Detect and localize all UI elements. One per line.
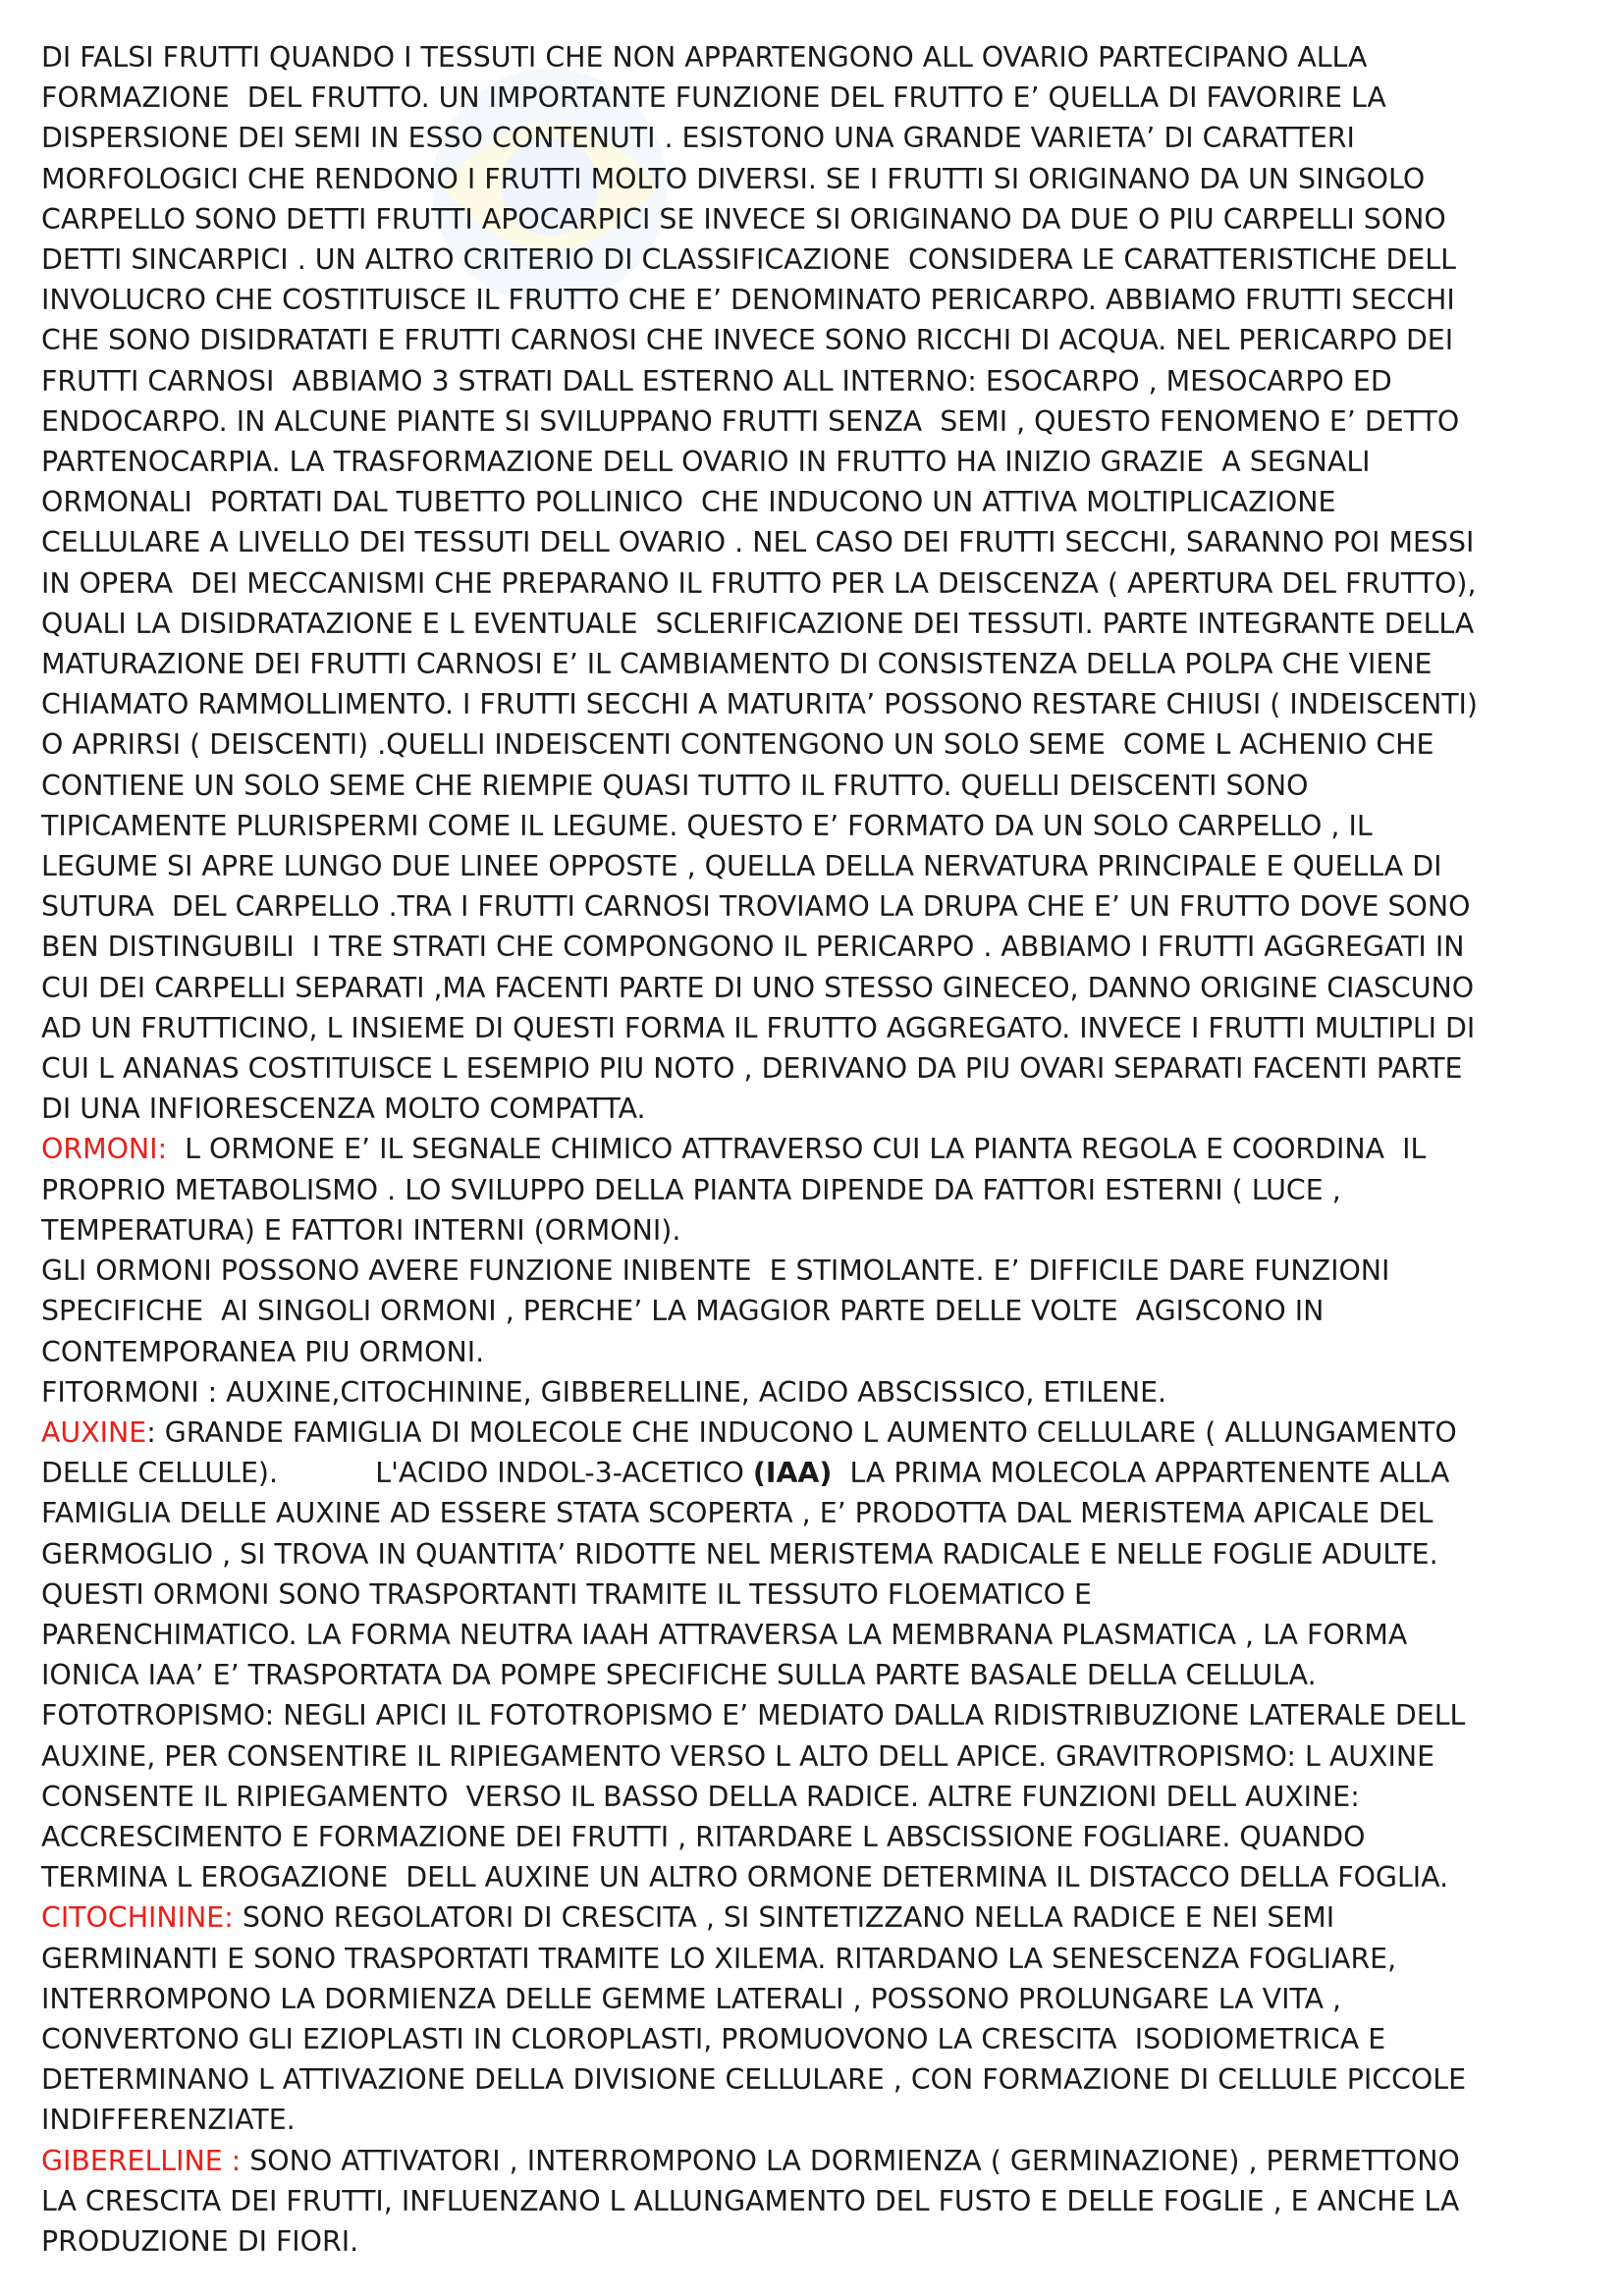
text-line: TIPICAMENTE PLURISPERMI COME IL LEGUME. QUESTO E’ FORMATO DA UN SOLO CARPELLO , IL	[41, 809, 1373, 842]
heading-ormoni-text: L ORMONE E’ IL SEGNALE CHIMICO ATTRAVERSO CUI LA PIANTA REGOLA E COORDINA IL	[167, 1133, 1427, 1166]
text-line: CONVERTONO GLI EZIOPLASTI IN CLOROPLASTI, PROMUOVONO LA CRESCITA ISODIOMETRICA E	[41, 2022, 1386, 2056]
text-line	[41, 2141, 1593, 2181]
section-frutti	[41, 37, 1593, 1129]
text-line: O APRIRSI ( DEISCENTI) .QUELLI INDEISCENTI CONTENGONO UN SOLO SEME COME L ACHENIO CHE	[41, 728, 1434, 762]
text-line: CHIAMATO RAMMOLLIMENTO. I FRUTTI SECCHI A MATURITA’ POSSONO RESTARE CHIUSI ( INDEISCENTI)	[41, 688, 1478, 721]
text-line: TERMINA L EROGAZIONE DELL AUXINE UN ALTRO ORMONE DETERMINA IL DISTACCO DELLA FOGLIA.	[41, 1861, 1449, 1895]
text-line: PRODUZIONE DI FIORI.	[41, 2224, 359, 2258]
text-line: INTERROMPONO LA DORMIENZA DELLE GEMME LATERALI , POSSONO PROLUNGARE LA VITA ,	[41, 1982, 1342, 2015]
heading-giberelline: GIBERELLINE :	[41, 2144, 242, 2177]
text-line: FRUTTI CARNOSI ABBIAMO 3 STRATI DALL ESTERNO ALL INTERNO: ESOCARPO , MESOCARPO ED	[41, 364, 1392, 398]
heading-ormoni: ORMONI:	[41, 1133, 168, 1166]
text-line	[41, 1453, 1593, 1493]
text-line: CELLULARE A LIVELLO DEI TESSUTI DELL OVARIO . NEL CASO DEI FRUTTI SECCHI, SARANNO POI MESSI	[41, 526, 1475, 560]
section-ormoni	[41, 1129, 1593, 1412]
text-line: ORMONALI PORTATI DAL TUBETTO POLLINICO CHE INDUCONO UN ATTIVA MOLTIPLICAZIONE	[41, 486, 1336, 519]
text-line: MATURAZIONE DEI FRUTTI CARNOSI E’ IL CAMBIAMENTO DI CONSISTENZA DELLA POLPA CHE VIENE	[41, 648, 1433, 681]
text-line: PARENCHIMATICO. LA FORMA NEUTRA IAAH ATTRAVERSA LA MEMBRANA PLASMATICA , LA FORMA	[41, 1618, 1408, 1651]
text-line: QUALI LA DISIDRATAZIONE E L EVENTUALE SCLERIFICAZIONE DEI TESSUTI. PARTE INTEGRANTE DELLA	[41, 607, 1475, 640]
text-line: BEN DISTINGUBILI I TRE STRATI CHE COMPONGONO IL PERICARPO . ABBIAMO I FRUTTI AGGREGATI IN	[41, 931, 1465, 964]
text-line: CONTEMPORANEA PIU ORMONI.	[41, 1335, 485, 1368]
text-line: LEGUME SI APRE LUNGO DUE LINEE OPPOSTE , QUELLA DELLA NERVATURA PRINCIPALE E QUELLA DI	[41, 850, 1442, 883]
text-line: IONICA IAA’ E’ TRASPORTATA DA POMPE SPECIFICHE SULLA PARTE BASALE DELLA CELLULA.	[41, 1659, 1317, 1692]
text-line: SUTURA DEL CARPELLO .TRA I FRUTTI CARNOSI TROVIAMO LA DRUPA CHE E’ UN FRUTTO DOVE SONO	[41, 890, 1471, 924]
text-line: QUESTI ORMONI SONO TRASPORTANTI TRAMITE IL TESSUTO FLOEMATICO E	[41, 1577, 1092, 1611]
text-line: CONTIENE UN SOLO SEME CHE RIEMPIE QUASI TUTTO IL FRUTTO. QUELLI DEISCENTI SONO	[41, 769, 1309, 802]
text-line: FITORMONI : AUXINE,CITOCHININE, GIBBERELLINE, ACIDO ABSCISSICO, ETILENE.	[41, 1375, 1167, 1409]
text-line	[41, 1413, 1593, 1453]
text-line: ACCRESCIMENTO E FORMAZIONE DEI FRUTTI , RITARDARE L ABSCISSIONE FOGLIARE. QUANDO	[41, 1820, 1366, 1853]
text-line: INVOLUCRO CHE COSTITUISCE IL FRUTTO CHE E’ DENOMINATO PERICARPO. ABBIAMO FRUTTI SECCHI	[41, 284, 1455, 317]
text-line: DETTI SINCARPICI . UN ALTRO CRITERIO DI CLASSIFICAZIONE CONSIDERA LE CARATTERISTICHE DELL	[41, 243, 1456, 277]
document-page	[41, 37, 1593, 2262]
text-line: DISPERSIONE DEI SEMI IN ESSO CONTENUTI . ESISTONO UNA GRANDE VARIETA’ DI CARATTERI	[41, 122, 1355, 155]
heading-giberelline-text: SONO ATTIVATORI , INTERROMPONO LA DORMIENZA ( GERMINAZIONE) , PERMETTONO	[241, 2144, 1460, 2177]
text-line: CARPELLO SONO DETTI FRUTTI APOCARPICI SE INVECE SI ORIGINANO DA DUE O PIU CARPELLI SONO	[41, 202, 1446, 236]
heading-auxine: AUXINE	[41, 1415, 147, 1449]
text-line: AUXINE, PER CONSENTIRE IL RIPIEGAMENTO VERSO L ALTO DELL APICE. GRAVITROPISMO: L AUXINE	[41, 1739, 1435, 1773]
heading-auxine-text: : GRANDE FAMIGLIA DI MOLECOLE CHE INDUCONO L AUMENTO CELLULARE ( ALLUNGAMENTO	[146, 1415, 1457, 1449]
text-line: MORFOLOGICI CHE RENDONO I FRUTTI MOLTO DIVERSI. SE I FRUTTI SI ORIGINANO DA UN SINGOLO	[41, 162, 1426, 195]
text-line: DI FALSI FRUTTI QUANDO I TESSUTI CHE NON APPARTENGONO ALL OVARIO PARTECIPANO ALLA	[41, 41, 1368, 74]
section-giberelline	[41, 2141, 1593, 2263]
text-line: LA CRESCITA DEI FRUTTI, INFLUENZANO L ALLUNGAMENTO DEL FUSTO E DELLE FOGLIE , E ANCHE LA	[41, 2184, 1460, 2217]
section-citochinine	[41, 1897, 1593, 2140]
text-line	[41, 1897, 1593, 1938]
heading-citochinine-text: SONO REGOLATORI DI CRESCITA , SI SINTETIZZANO NELLA RADICE E NEI SEMI	[233, 1901, 1335, 1935]
text-line: GLI ORMONI POSSONO AVERE FUNZIONE INIBENTE E STIMOLANTE. E’ DIFFICILE DARE FUNZIONI	[41, 1255, 1390, 1288]
text-line	[41, 1129, 1593, 1169]
text-line: TEMPERATURA) E FATTORI INTERNI (ORMONI).	[41, 1213, 681, 1247]
text-line: SPECIFICHE AI SINGOLI ORMONI , PERCHE’ LA MAGGIOR PARTE DELLE VOLTE AGISCONO IN	[41, 1295, 1325, 1328]
text-line: PARTENOCARPIA. LA TRASFORMAZIONE DELL OVARIO IN FRUTTO HA INIZIO GRAZIE A SEGNALI	[41, 446, 1371, 479]
text-line: DI UNA INFIORESCENZA MOLTO COMPATTA.	[41, 1093, 646, 1126]
text-line: GERMOGLIO , SI TROVA IN QUANTITA’ RIDOTTE NEL MERISTEMA RADICALE E NELLE FOGLIE ADULTE.	[41, 1537, 1438, 1571]
text-line: CHE SONO DISIDRATATI E FRUTTI CARNOSI CHE INVECE SONO RICCHI DI ACQUA. NEL PERICARPO DEI	[41, 324, 1454, 357]
iaa-pre: DELLE CELLULE). L'ACIDO INDOL-3-ACETICO	[41, 1457, 753, 1490]
text-line: IN OPERA DEI MECCANISMI CHE PREPARANO IL FRUTTO PER LA DEISCENZA ( APERTURA DEL FRUTTO),	[41, 566, 1477, 600]
text-line: GERMINANTI E SONO TRASPORTATI TRAMITE LO XILEMA. RITARDANO LA SENESCENZA FOGLIARE,	[41, 1942, 1397, 1975]
text-line: AD UN FRUTTICINO, L INSIEME DI QUESTI FORMA IL FRUTTO AGGREGATO. INVECE I FRUTTI MULTIPLI DI	[41, 1011, 1476, 1044]
text-line: CONSENTE IL RIPIEGAMENTO VERSO IL BASSO DELLA RADICE. ALTRE FUNZIONI DELL AUXINE:	[41, 1780, 1360, 1813]
text-line: FOTOTROPISMO: NEGLI APICI IL FOTOTROPISMO E’ MEDIATO DALLA RIDISTRIBUZIONE LATERALE DELL	[41, 1699, 1466, 1733]
text-line: INDIFFERENZIATE.	[41, 2104, 296, 2137]
heading-citochinine: CITOCHININE:	[41, 1901, 234, 1935]
text-line: CUI L ANANAS COSTITUISCE L ESEMPIO PIU NOTO , DERIVANO DA PIU OVARI SEPARATI FACENTI PARTE	[41, 1052, 1463, 1086]
section-auxine	[41, 1413, 1593, 1897]
iaa-post: LA PRIMA MOLECOLA APPARTENENTE ALLA	[832, 1457, 1450, 1490]
text-line: ENDOCARPO. IN ALCUNE PIANTE SI SVILUPPANO FRUTTI SENZA SEMI , QUESTO FENOMENO E’ DETTO	[41, 404, 1460, 438]
text-line: FORMAZIONE DEL FRUTTO. UN IMPORTANTE FUNZIONE DEL FRUTTO E’ QUELLA DI FAVORIRE LA	[41, 81, 1386, 115]
iaa-bold: (IAA)	[752, 1457, 833, 1490]
text-line: CUI DEI CARPELLI SEPARATI ,MA FACENTI PARTE DI UNO STESSO GINECEO, DANNO ORIGINE CIASCUNO	[41, 971, 1475, 1004]
text-line: DETERMINANO L ATTIVAZIONE DELLA DIVISIONE CELLULARE , CON FORMAZIONE DI CELLULE PICCOLE	[41, 2063, 1467, 2097]
text-line: FAMIGLIA DELLE AUXINE AD ESSERE STATA SCOPERTA , E’ PRODOTTA DAL MERISTEMA APICALE DEL	[41, 1497, 1434, 1530]
text-line: PROPRIO METABOLISMO . LO SVILUPPO DELLA PIANTA DIPENDE DA FATTORI ESTERNI ( LUCE ,	[41, 1173, 1341, 1206]
